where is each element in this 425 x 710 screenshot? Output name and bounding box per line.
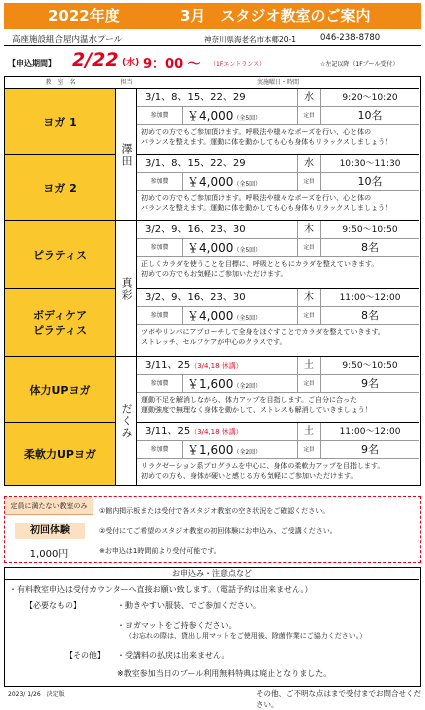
class-capacity: 9名 [361, 443, 379, 456]
trial-heading: 定員に満たない教室のみ [5, 497, 93, 515]
class-bodycare-pilates: ボディケア ピラティス [5, 289, 116, 357]
header-instructor: 担当 [116, 77, 137, 88]
schedule-row [137, 357, 419, 423]
class-dates: 3/1、8、15、22、29 [145, 92, 246, 103]
class-time: 11:00～12:00 [339, 427, 401, 437]
class-pilates: ピラティス [5, 221, 116, 289]
info-section [4, 567, 421, 687]
class-dates: 3/11、25（3/4,18 休講） [145, 360, 243, 371]
apply-later-note: ☆左記以降（1Fプール受付） [320, 61, 399, 68]
info-note: ※教室参加当日のプール利用無料特典は廃止となりました。 [117, 669, 332, 678]
need-note: （お忘れの際は、貸出し用マットをご使用後、除菌作業にご協力ください。） [125, 632, 367, 640]
fee-label: 参加費 [137, 375, 183, 393]
class-capacity: 10名 [357, 175, 383, 188]
class-day: 土 [297, 423, 321, 441]
schedule-row [137, 89, 419, 155]
capacity-label: 定員 [297, 441, 321, 459]
apply-period-label: 【申込期間】 [8, 59, 56, 68]
instructor-sawada: 澤田 [116, 89, 137, 221]
capacity-label: 定員 [297, 307, 321, 325]
class-stamina-yoga: 体力UPヨガ [5, 357, 116, 423]
class-day: 木 [297, 221, 321, 239]
capacity-label: 定員 [297, 375, 321, 393]
fee-label: 参加費 [137, 173, 183, 191]
class-day: 水 [297, 89, 321, 107]
need-item: ・ヨガマットをご持参ください。 [117, 621, 237, 630]
class-dates: 3/2、9、16、23、30 [145, 292, 246, 303]
class-capacity: 10名 [357, 109, 383, 122]
info-line: ・有料教室申込は受付カウンターへ直接お願い致します。（電話予約は出来ません。） [9, 585, 313, 594]
pool-address: 神奈川県海老名市本郷20-1 [204, 35, 297, 44]
other-label: 【その他】 [65, 651, 105, 660]
apply-location-note: （1Fエントランス） [210, 61, 266, 68]
schedule-row [137, 221, 419, 289]
class-capacity: 8名 [361, 241, 379, 254]
fee-label: 参加費 [137, 239, 183, 257]
class-fee: ￥1,600（全2回） [187, 443, 262, 457]
pool-name: 高座施設組合屋内温水プール [12, 35, 123, 45]
class-yoga2: ヨガ 2 [5, 155, 116, 221]
capacity-label: 定員 [297, 239, 321, 257]
schedule-row [137, 289, 419, 357]
schedule-row [137, 423, 419, 485]
pool-phone: 046-238-8780 [320, 33, 381, 43]
fee-label: 参加費 [137, 107, 183, 125]
trial-section [4, 496, 421, 563]
instructor-takumi: だくみ [116, 357, 137, 485]
title-banner [4, 3, 421, 29]
class-capacity: 9名 [361, 377, 379, 390]
class-description: ツボやリンパにアプローチして全身をほぐすことでカラダを整えていきます。 ストレッチ、セルフケアが中心のクラスです。 [141, 328, 385, 346]
trial-price: 1,000円 [29, 549, 69, 560]
class-description: 運動不足を解消しながら、体力アップを目指します。ご自分に合った 運動強度で無理なく身体を動かして、ストレスも解消していきましょう！ [141, 396, 372, 414]
footer-date: 2023/ 1/26 決定版 [8, 691, 65, 698]
fiscal-year: 2022年度 [48, 7, 120, 25]
class-fee: ￥4,000（全5回） [187, 175, 262, 189]
schedule-table [4, 76, 421, 486]
trial-instructions: ①館内掲示板または受付で各スタジオ教室の空き状況をご確認ください。 ②受付にてご希望のスタジオ教室の初回体験にお申込み、ご受講ください。 ※お申込は1時間前より受付可能です。 [99, 507, 337, 555]
class-day: 土 [297, 357, 321, 375]
need-item: ・動きやすい服装、でご参加ください。 [117, 601, 261, 610]
class-dates: 3/11、25（3/4,18 休講） [145, 426, 243, 437]
class-description: リラクゼーション系プログラムを中心に、身体の柔軟力アップを目指します。 初めての方も、身体が硬いと感じる方も気軽にご参加いただけます。 [141, 462, 385, 480]
class-description: 正しくカラダを使うことを目標に、呼吸とともにカラダを整えていきます。 初めての方でもお気軽にご参加いただけます。 [141, 260, 379, 278]
class-yoga1: ヨガ 1 [5, 89, 116, 155]
class-dates: 3/1、8、15、22、29 [145, 158, 246, 169]
fee-label: 参加費 [137, 441, 183, 459]
class-description: 初めての方でもご参加頂けます。呼吸法や様々なポーズを行い、心と体の バランスを整えます。運動に体を動かしても心も身体もリラックスしましょう！ [141, 128, 393, 146]
info-heading: お申込み・注意点など [5, 568, 419, 580]
need-label: 【必要なもの】 [25, 601, 81, 610]
header-schedule: 実施曜日・時間 [137, 77, 419, 88]
class-description: 初めての方でもご参加頂けます。呼吸法や様々なポーズを行い、心と体の バランスを整えます。運動に体を動かしても心も身体もリラックスしましょう！ [141, 194, 393, 212]
class-time: 9:50～10:50 [342, 361, 398, 371]
class-dates: 3/2、9、16、23、30 [145, 224, 246, 235]
class-fee: ￥4,000（全5回） [187, 109, 262, 123]
apply-day: (水) [122, 58, 140, 68]
capacity-label: 定員 [297, 107, 321, 125]
apply-date: 2/22 [72, 49, 119, 71]
footer-contact: その他、ご不明な点はまで受付までお問合せください。 [256, 689, 421, 709]
page-title: 3月 スタジオ教室のご案内 [180, 7, 371, 25]
class-day: 水 [297, 155, 321, 173]
class-time: 9:20～10:20 [342, 93, 398, 103]
class-fee: ￥4,000（全5回） [187, 309, 262, 323]
class-flexibility-yoga: 柔軟力UPヨガ [5, 423, 116, 485]
trial-title: 初回体験 [15, 523, 85, 539]
header-class: 教 室 名 [5, 77, 116, 88]
class-fee: ￥1,600（全2回） [187, 377, 262, 391]
class-day: 木 [297, 289, 321, 307]
apply-time: 9：00 ～ [143, 57, 201, 72]
capacity-label: 定員 [297, 173, 321, 191]
other-item: ・受講料の払戻は出来ません。 [117, 651, 230, 660]
divider [4, 45, 421, 46]
instructor-maaya: 真彩 [116, 221, 137, 357]
class-time: 11:00～12:00 [339, 293, 401, 303]
class-time: 10:30～11:30 [339, 159, 401, 169]
class-fee: ￥4,000（全5回） [187, 241, 262, 255]
class-time: 9:50～10:50 [342, 225, 398, 235]
fee-label: 参加費 [137, 307, 183, 325]
schedule-row [137, 155, 419, 221]
class-capacity: 8名 [361, 309, 379, 322]
